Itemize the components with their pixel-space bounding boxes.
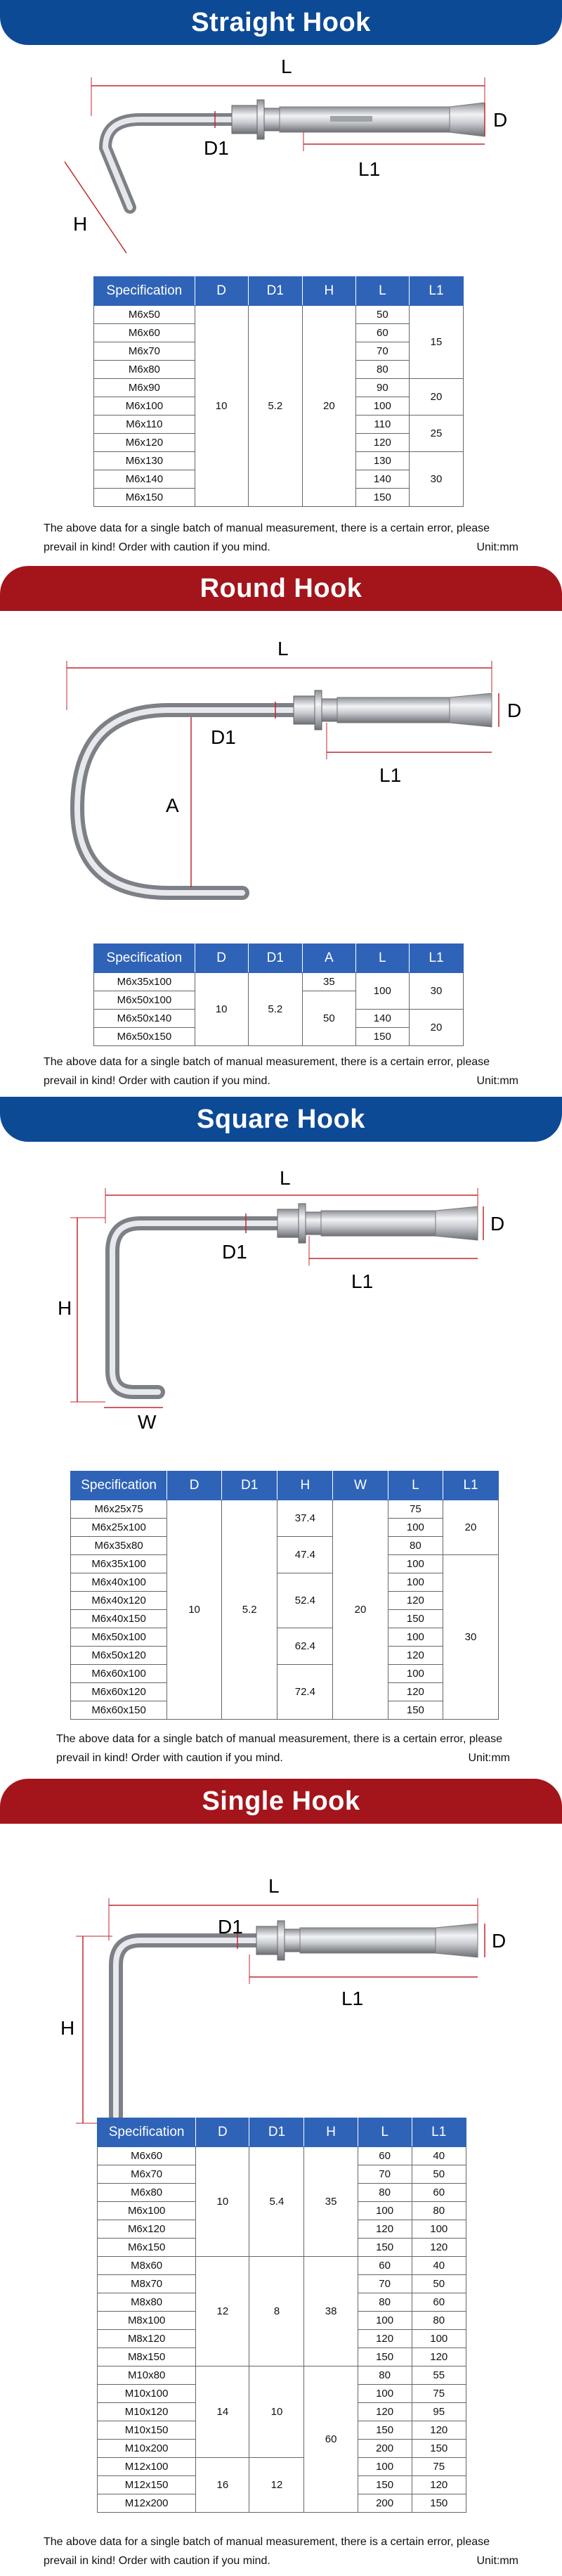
- table-cell: M6x60x120: [71, 1683, 167, 1701]
- table-cell: 80: [388, 1537, 443, 1555]
- label-L1: L1: [341, 1988, 364, 2009]
- table-cell: M8x60: [98, 2257, 196, 2275]
- table-cell: 30: [409, 973, 463, 1010]
- table-cell: M10x200: [98, 2440, 196, 2458]
- table-cell: 100: [358, 2312, 412, 2330]
- col-header: L1: [409, 944, 463, 973]
- table-cell: 15: [410, 306, 464, 379]
- table-cell: M12x100: [98, 2458, 196, 2476]
- table-row: [94, 973, 464, 991]
- table-row: [94, 306, 464, 324]
- section-straight-hook: [0, 0, 562, 566]
- table-cell: M6x60x150: [71, 1701, 167, 1720]
- table-cell: 62.4: [277, 1628, 333, 1665]
- col-header: L: [355, 277, 409, 306]
- label-D: D: [493, 109, 508, 131]
- table-cell: 150: [358, 2476, 412, 2494]
- table-cell: 100: [388, 1555, 443, 1573]
- table-cell: 150: [358, 2421, 412, 2440]
- table-cell: M6x120: [98, 2220, 196, 2239]
- table-row: [98, 2257, 466, 2275]
- label-H: H: [60, 2017, 75, 2039]
- table-cell: 90: [355, 379, 409, 397]
- table-cell: M6x25x100: [71, 1519, 167, 1537]
- table-cell: M6x35x80: [71, 1537, 167, 1555]
- table-cell: 100: [412, 2220, 466, 2239]
- table-cell: 72.4: [277, 1665, 333, 1720]
- single-hook-spec-table: [97, 2118, 466, 2513]
- table-cell: 52.4: [277, 1573, 333, 1628]
- table-cell: M6x50x140: [94, 1010, 195, 1028]
- table-cell: 12: [249, 2458, 304, 2513]
- table-cell: M6x80: [98, 2184, 196, 2202]
- table-cell: 75: [412, 2458, 466, 2476]
- table-cell: 120: [358, 2403, 412, 2421]
- table-cell: 10: [167, 1500, 222, 1720]
- table-cell: M6x60x100: [71, 1665, 167, 1683]
- col-header: L1: [412, 2118, 466, 2147]
- table-row: [98, 2458, 466, 2476]
- table-cell: 100: [358, 2385, 412, 2403]
- table-cell: M8x120: [98, 2330, 196, 2348]
- col-header: D1: [248, 944, 302, 973]
- col-header: A: [303, 944, 356, 973]
- square-hook-diagram: [0, 1167, 562, 1434]
- label-D1: D1: [211, 726, 236, 748]
- table-cell: 120: [412, 2476, 466, 2494]
- table-cell: 100: [388, 1628, 443, 1647]
- table-cell: 80: [412, 2312, 466, 2330]
- table-cell: 47.4: [277, 1537, 333, 1573]
- table-cell: 16: [196, 2458, 249, 2513]
- col-header: L1: [410, 277, 464, 306]
- table-cell: 37.4: [277, 1500, 333, 1537]
- table-cell: 5.4: [249, 2147, 304, 2257]
- table-cell: M10x120: [98, 2403, 196, 2421]
- col-header: D1: [249, 2118, 304, 2147]
- table-cell: 95: [412, 2403, 466, 2421]
- section-round-hook: [0, 566, 562, 1097]
- table-cell: 20: [443, 1500, 499, 1555]
- table-cell: 100: [388, 1665, 443, 1683]
- col-header: H: [304, 2118, 358, 2147]
- table-cell: 40: [412, 2257, 466, 2275]
- col-header: Specification: [94, 944, 195, 973]
- measurement-note: The above data for a single batch of manual measurement, there is a certain error, please prevail in kind! Order with caution if you mind. Unit:mm: [56, 1730, 510, 1767]
- straight-hook-spec-table: [93, 276, 464, 507]
- table-cell: M6x70: [98, 2165, 196, 2184]
- table-cell: 100: [388, 1573, 443, 1592]
- label-A: A: [166, 794, 179, 816]
- table-cell: M10x150: [98, 2421, 196, 2440]
- table-cell: 120: [358, 2220, 412, 2239]
- col-header: D1: [221, 1471, 277, 1500]
- section-title: Single Hook: [0, 1779, 562, 1824]
- table-cell: 75: [388, 1500, 443, 1519]
- single-hook-diagram: [0, 1849, 562, 2130]
- round-hook-drawing: [0, 626, 562, 928]
- section-title: Straight Hook: [0, 0, 562, 45]
- table-cell: 150: [358, 2239, 412, 2257]
- table-cell: 10: [195, 306, 248, 507]
- table-cell: 200: [358, 2440, 412, 2458]
- table-cell: 40: [412, 2147, 466, 2165]
- table-cell: 80: [412, 2202, 466, 2220]
- table-cell: 100: [355, 973, 409, 1010]
- table-cell: M12x200: [98, 2494, 196, 2513]
- col-header: L: [388, 1471, 443, 1500]
- table-cell: 120: [412, 2421, 466, 2440]
- table-cell: M6x40x120: [71, 1592, 167, 1610]
- col-header: H: [277, 1471, 333, 1500]
- table-row: [71, 1665, 499, 1683]
- label-D: D: [492, 1930, 507, 1952]
- table-cell: 110: [355, 416, 409, 434]
- table-cell: M6x35x100: [94, 973, 195, 991]
- label-H: H: [73, 213, 88, 235]
- label-D: D: [490, 1213, 505, 1235]
- col-header: D1: [248, 277, 302, 306]
- table-cell: 20: [409, 1010, 463, 1046]
- label-L: L: [281, 56, 292, 77]
- table-cell: 60: [412, 2184, 466, 2202]
- table-row: [98, 2147, 466, 2165]
- label-D1: D1: [218, 1916, 243, 1938]
- section-title: Square Hook: [0, 1097, 562, 1142]
- table-cell: 130: [355, 452, 409, 470]
- label-L: L: [277, 638, 289, 659]
- col-header: H: [302, 277, 355, 306]
- section-square-hook: [0, 1097, 562, 1779]
- table-cell: 60: [412, 2293, 466, 2312]
- table-cell: 80: [358, 2293, 412, 2312]
- table-cell: M6x50x150: [94, 1028, 195, 1046]
- table-cell: 5.2: [248, 973, 302, 1046]
- table-cell: 150: [388, 1610, 443, 1628]
- table-cell: M6x40x100: [71, 1573, 167, 1592]
- label-D1: D1: [204, 137, 229, 159]
- table-cell: 100: [355, 397, 409, 416]
- table-cell: 20: [302, 306, 355, 507]
- col-header: W: [333, 1471, 388, 1500]
- label-L: L: [280, 1167, 291, 1189]
- table-cell: 50: [412, 2165, 466, 2184]
- label-D1: D1: [222, 1241, 247, 1263]
- table-cell: M6x120: [94, 434, 195, 452]
- table-cell: M6x25x75: [71, 1500, 167, 1519]
- table-cell: 70: [358, 2165, 412, 2184]
- table-cell: 60: [358, 2257, 412, 2275]
- table-cell: M6x50x100: [71, 1628, 167, 1647]
- table-cell: 75: [412, 2385, 466, 2403]
- table-cell: 30: [443, 1555, 499, 1720]
- straight-hook-drawing: [0, 49, 562, 260]
- table-cell: M12x150: [98, 2476, 196, 2494]
- table-cell: 10: [196, 2147, 249, 2257]
- table-cell: 150: [412, 2440, 466, 2458]
- col-header: D: [195, 944, 248, 973]
- table-cell: 100: [358, 2458, 412, 2476]
- table-cell: 150: [355, 489, 409, 507]
- col-header: D: [195, 277, 248, 306]
- table-cell: M8x100: [98, 2312, 196, 2330]
- table-cell: M6x80: [94, 361, 195, 379]
- table-cell: 70: [355, 342, 409, 361]
- unit-label: Unit:mm: [476, 2555, 518, 2567]
- table-cell: 120: [388, 1647, 443, 1665]
- table-cell: 140: [355, 470, 409, 489]
- table-cell: 30: [410, 452, 464, 507]
- table-cell: 12: [196, 2257, 249, 2366]
- table-cell: M6x40x150: [71, 1610, 167, 1628]
- table-cell: 5.2: [248, 306, 302, 507]
- col-header: L1: [443, 1471, 499, 1500]
- table-cell: 80: [355, 361, 409, 379]
- table-cell: 140: [355, 1010, 409, 1028]
- table-cell: 14: [196, 2366, 249, 2458]
- unit-label: Unit:mm: [476, 1075, 518, 1087]
- table-row: [98, 2366, 466, 2385]
- table-cell: 10: [249, 2366, 304, 2458]
- table-cell: M6x150: [94, 489, 195, 507]
- table-cell: 60: [358, 2147, 412, 2165]
- table-cell: 100: [412, 2330, 466, 2348]
- col-header: D: [196, 2118, 249, 2147]
- table-cell: M6x100: [98, 2202, 196, 2220]
- single-hook-drawing: [0, 1849, 562, 2130]
- table-cell: M6x50: [94, 306, 195, 324]
- col-header: L: [358, 2118, 412, 2147]
- table-cell: 100: [388, 1519, 443, 1537]
- table-cell: 150: [412, 2494, 466, 2513]
- col-header: L: [355, 944, 409, 973]
- round-hook-diagram: [0, 626, 562, 928]
- round-hook-spec-table: [93, 944, 464, 1046]
- table-cell: 35: [304, 2147, 358, 2257]
- table-row: [71, 1537, 499, 1555]
- unit-label: Unit:mm: [476, 541, 518, 553]
- table-cell: M8x70: [98, 2275, 196, 2293]
- straight-hook-diagram: [0, 49, 562, 260]
- label-H: H: [58, 1297, 72, 1319]
- table-cell: 38: [304, 2257, 358, 2366]
- table-cell: 60: [304, 2366, 358, 2513]
- section-title: Round Hook: [0, 566, 562, 611]
- table-cell: M6x130: [94, 452, 195, 470]
- table-cell: M6x100: [94, 397, 195, 416]
- table-cell: M6x50x120: [71, 1647, 167, 1665]
- table-cell: M6x140: [94, 470, 195, 489]
- table-cell: M6x50x100: [94, 991, 195, 1010]
- table-cell: M10x80: [98, 2366, 196, 2385]
- table-cell: M6x110: [94, 416, 195, 434]
- table-cell: 20: [333, 1500, 388, 1720]
- measurement-note: The above data for a single batch of manual measurement, there is a certain error, please prevail in kind! Order with caution if you mind. Unit:mm: [44, 519, 518, 557]
- table-cell: 120: [358, 2330, 412, 2348]
- table-cell: 35: [303, 973, 356, 991]
- square-hook-drawing: [0, 1167, 562, 1434]
- table-cell: 150: [388, 1701, 443, 1720]
- table-row: [71, 1500, 499, 1519]
- table-cell: M6x60: [98, 2147, 196, 2165]
- table-row: [71, 1573, 499, 1592]
- table-cell: 150: [355, 1028, 409, 1046]
- table-cell: 120: [388, 1683, 443, 1701]
- table-cell: 25: [410, 416, 464, 452]
- table-cell: 120: [412, 2239, 466, 2257]
- label-L1: L1: [358, 158, 381, 180]
- section-single-hook: [0, 1779, 562, 2576]
- unit-label: Unit:mm: [468, 1752, 510, 1764]
- label-L1: L1: [351, 1270, 374, 1292]
- table-cell: M8x80: [98, 2293, 196, 2312]
- table-cell: M6x60: [94, 324, 195, 342]
- table-cell: 5.2: [221, 1500, 277, 1720]
- table-cell: 8: [249, 2257, 304, 2366]
- label-D: D: [507, 700, 522, 721]
- measurement-note: The above data for a single batch of manual measurement, there is a certain error, please prevail in kind! Order with caution if you mind. Unit:mm: [44, 2532, 518, 2570]
- table-cell: M10x100: [98, 2385, 196, 2403]
- table-cell: 60: [355, 324, 409, 342]
- table-cell: 80: [358, 2184, 412, 2202]
- label-L1: L1: [379, 764, 402, 786]
- measurement-note: The above data for a single batch of manual measurement, there is a certain error, please prevail in kind! Order with caution if you mind. Unit:mm: [44, 1052, 518, 1090]
- label-L: L: [268, 1875, 280, 1897]
- col-header: Specification: [98, 2118, 196, 2147]
- square-hook-spec-table: [70, 1471, 499, 1720]
- table-cell: M6x35x100: [71, 1555, 167, 1573]
- table-cell: 120: [355, 434, 409, 452]
- table-cell: M6x90: [94, 379, 195, 397]
- table-cell: 120: [412, 2348, 466, 2366]
- table-cell: 10: [195, 973, 248, 1046]
- table-cell: 200: [358, 2494, 412, 2513]
- table-cell: 80: [358, 2366, 412, 2385]
- table-cell: M6x70: [94, 342, 195, 361]
- col-header: Specification: [71, 1471, 167, 1500]
- table-row: [71, 1628, 499, 1647]
- label-W: W: [138, 1411, 157, 1433]
- table-cell: 100: [358, 2202, 412, 2220]
- table-cell: 70: [358, 2275, 412, 2293]
- table-cell: M6x150: [98, 2239, 196, 2257]
- table-cell: M8x150: [98, 2348, 196, 2366]
- col-header: Specification: [94, 277, 195, 306]
- table-cell: 50: [355, 306, 409, 324]
- table-cell: 55: [412, 2366, 466, 2385]
- table-cell: 20: [410, 379, 464, 416]
- table-cell: 120: [388, 1592, 443, 1610]
- table-cell: 50: [303, 991, 356, 1046]
- table-cell: 50: [412, 2275, 466, 2293]
- col-header: D: [167, 1471, 222, 1500]
- table-cell: 150: [358, 2348, 412, 2366]
